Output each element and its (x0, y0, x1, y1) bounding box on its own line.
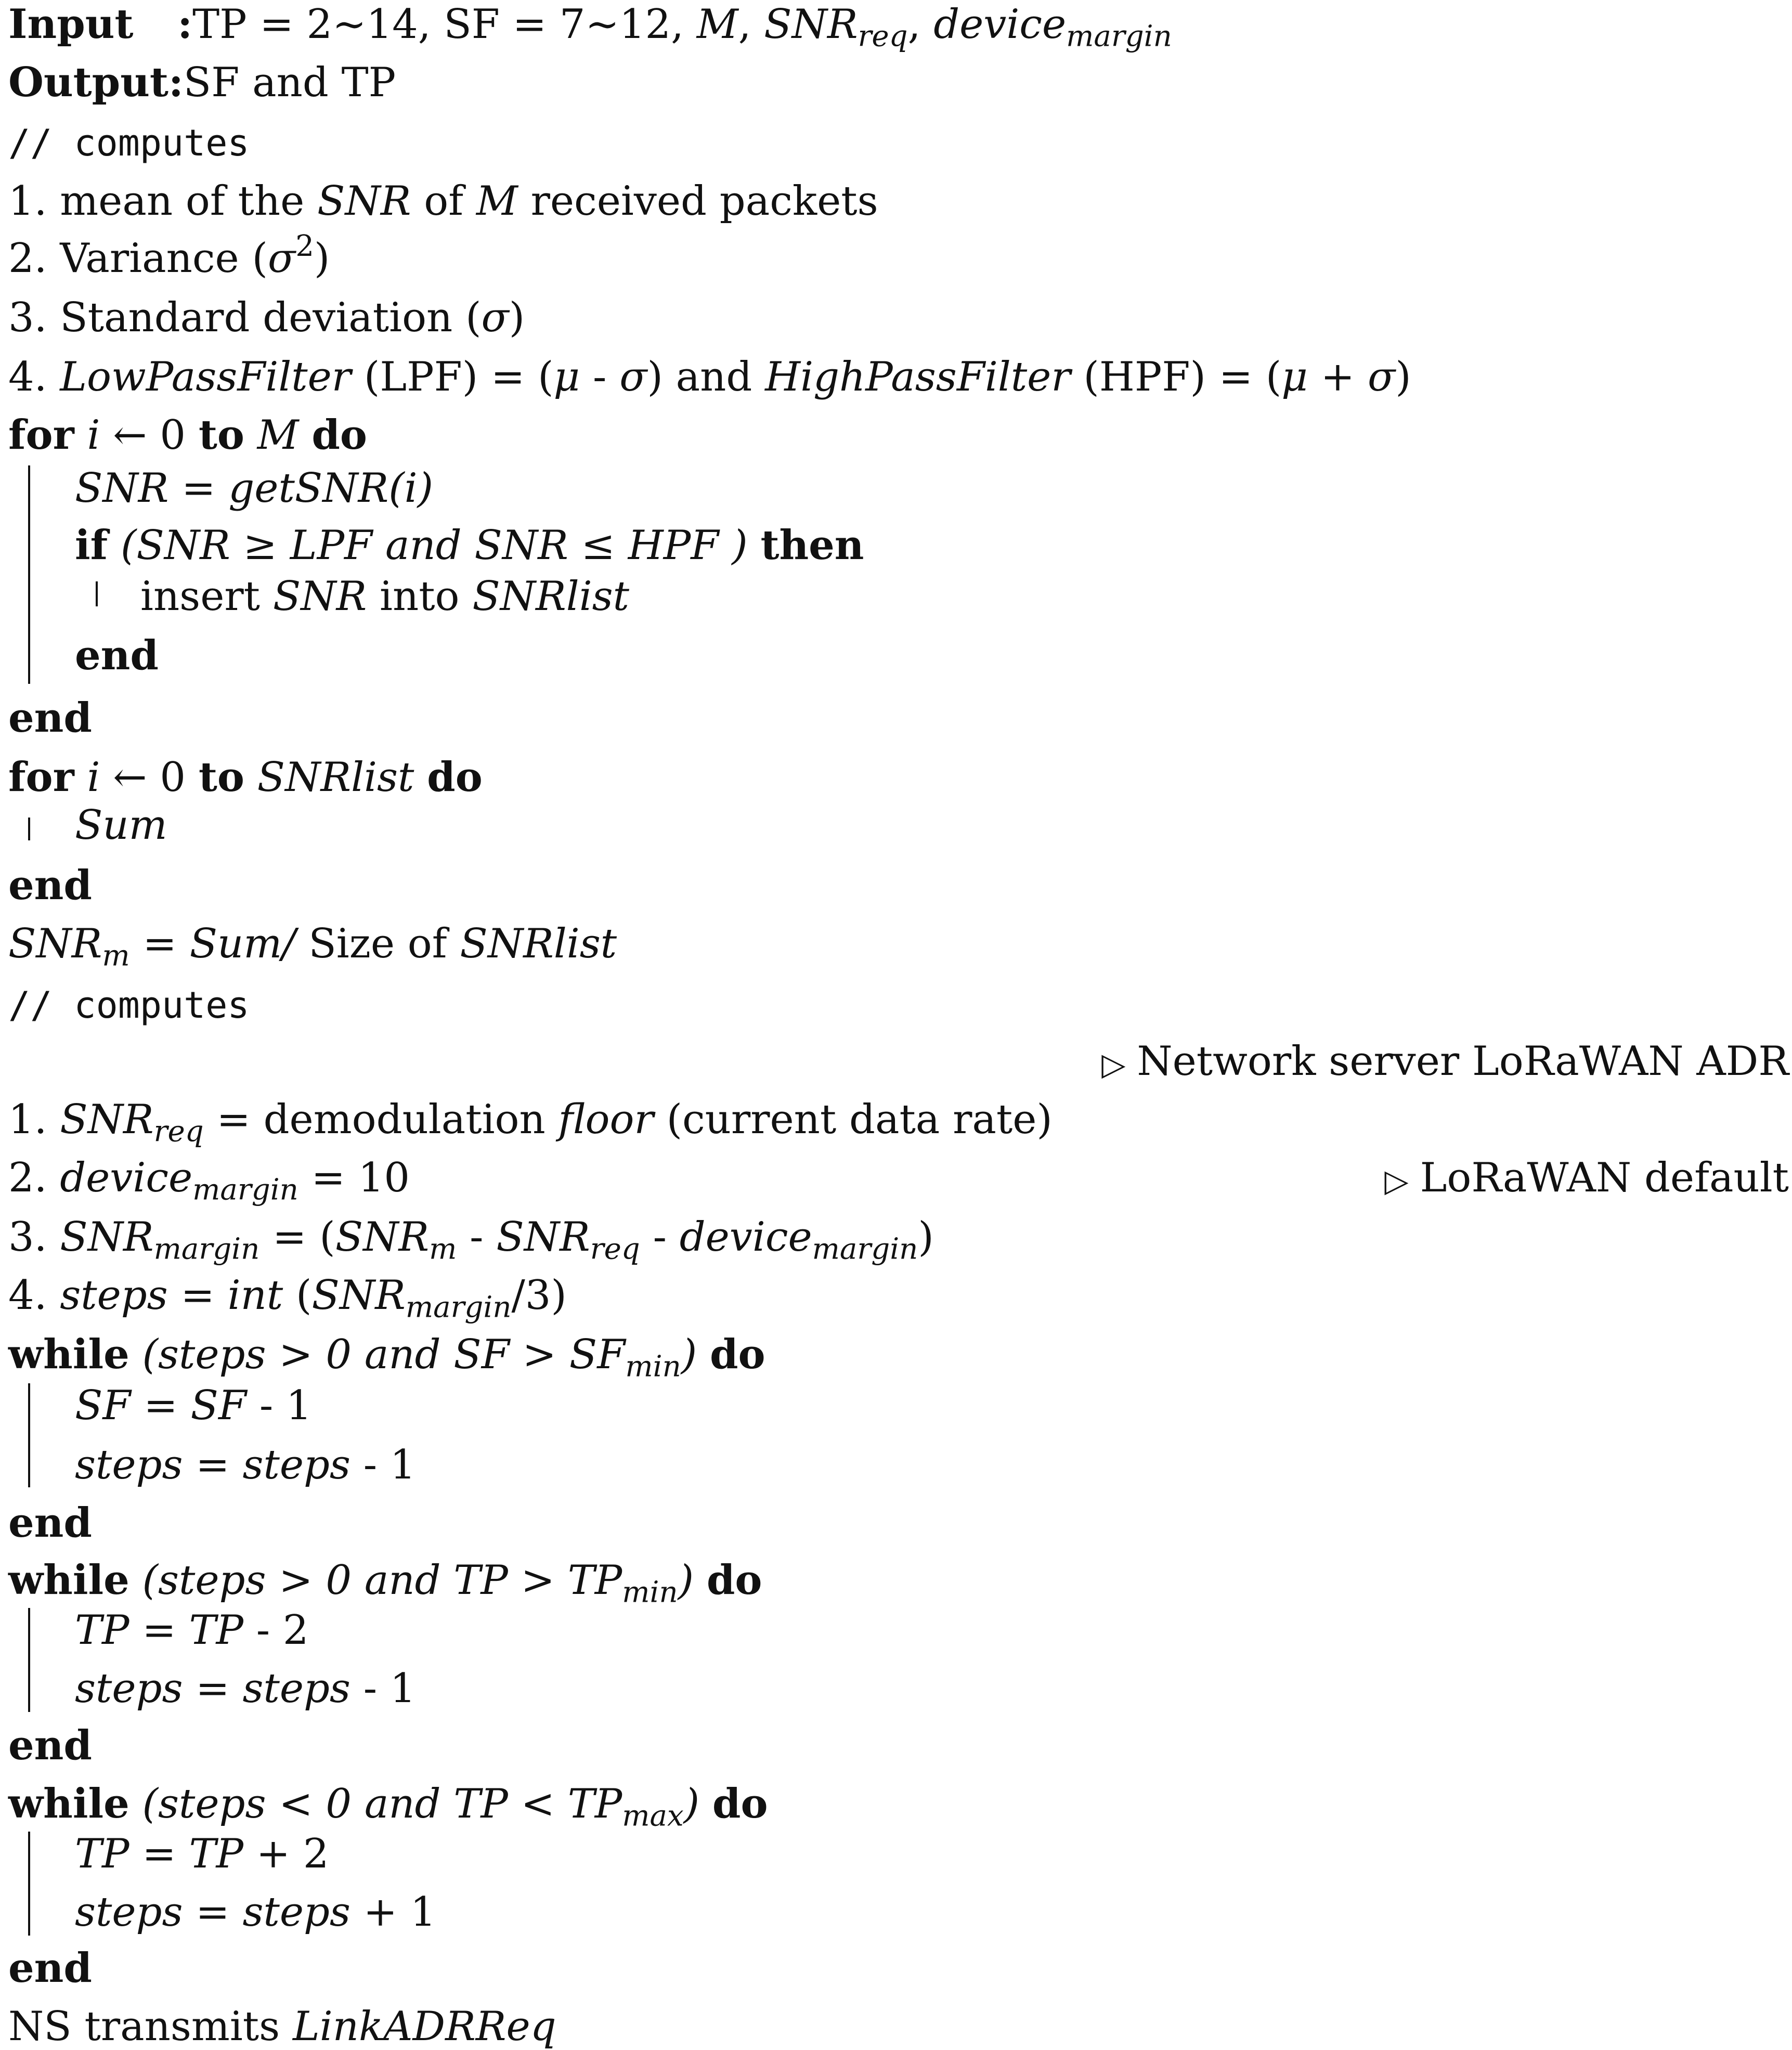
while-2-keyword: while (8, 1556, 129, 1604)
step-4-sigma-2: σ (1367, 354, 1396, 400)
for-1-keyword: for (8, 411, 74, 459)
adr-3-margin: margin (153, 1232, 260, 1266)
input-snr: SNR (764, 1, 858, 48)
input-tp: TP = 2∼14 (192, 1, 418, 48)
then-keyword: then (760, 522, 864, 569)
while-1-keyword: while (8, 1331, 129, 1378)
while-1-eq-1: = (144, 1382, 178, 1429)
while-3-steps-rhs: steps (242, 1889, 350, 1936)
adr-3-device: device (679, 1214, 812, 1261)
while-1-condition: (steps > 0 and SF > SF (142, 1331, 626, 1378)
adr-2-number: 2. (8, 1154, 47, 1201)
for-2-to: to (198, 754, 244, 801)
while-2-close: ) (678, 1557, 694, 1604)
adr-4-eq: = (180, 1272, 215, 1319)
while-1-eq-2: = (196, 1442, 230, 1488)
adr-3-snr: SNR (60, 1214, 154, 1261)
step-3-line (8, 294, 525, 341)
step-1-m: M (476, 178, 518, 225)
lorawan-default-text: LoRaWAN default (1420, 1154, 1789, 1201)
adr-1-rest: (current data rate) (666, 1096, 1053, 1143)
while-2-steps-rhs: steps (242, 1665, 350, 1712)
adr-4-steps: steps (60, 1272, 168, 1319)
while-3-end: end (8, 1944, 92, 1992)
for-2-list: SNRlist (257, 754, 414, 801)
input-line: Input :TP = 2∼14, SF = 7∼12, M, $SNR_{req}$, device$_{margin}$ (8, 1, 1172, 54)
adr-4-tail: /3) (511, 1272, 567, 1319)
adr-3-minus-2: - (653, 1214, 667, 1261)
while-2-sub: min (622, 1575, 678, 1610)
snrm-snr: SNR (8, 920, 102, 967)
output-label: Output (8, 59, 168, 106)
if-line (75, 522, 864, 569)
step-2-exponent: 2 (295, 229, 314, 264)
step-4-mu-2: μ (1281, 354, 1308, 400)
adr-4-number: 4. (8, 1272, 47, 1319)
snrm-sub: m (102, 939, 130, 973)
snrm-sum: Sum/ (189, 920, 296, 967)
for-2-block-bar (28, 818, 30, 840)
while-2-dec-1: - 2 (256, 1607, 309, 1654)
for-1-snr: SNR (75, 465, 169, 512)
while-1-dec-1: - 1 (259, 1382, 312, 1429)
insert-snrlist: SNRlist (472, 573, 630, 620)
if-condition: (SNR ≥ LPF and SNR ≤ HPF ) (120, 522, 748, 569)
while-2-block-bar (28, 1608, 30, 1712)
input-m: M (696, 1, 738, 48)
while-2-tp-rhs: TP (189, 1607, 243, 1654)
while-2-line-2 (75, 1665, 416, 1712)
step-1-line (8, 178, 878, 225)
while-2-condition: (steps > 0 and TP > TP (142, 1557, 622, 1604)
adr-2-eq: = 10 (311, 1154, 410, 1201)
final-line (8, 2003, 556, 2050)
adr-3-req: req (590, 1232, 640, 1266)
step-2-line (8, 229, 330, 282)
for-2-end: end (8, 862, 92, 909)
while-1-close: ) (681, 1331, 697, 1378)
while-3-eq-2: = (196, 1889, 230, 1936)
output-colon: : (168, 59, 184, 106)
while-2-end: end (8, 1722, 92, 1769)
adr-3-m: m (429, 1232, 457, 1266)
adr-2-line (8, 1154, 410, 1207)
adr-4-margin: margin (405, 1290, 512, 1325)
input-sf: SF = 7∼12 (444, 1, 671, 48)
while-3-tp-rhs: TP (189, 1831, 243, 1877)
step-4-close: ) (1395, 354, 1411, 400)
while-3-do: do (712, 1780, 768, 1827)
adr-2-margin: margin (192, 1173, 298, 1207)
while-3-tp-lhs: TP (75, 1831, 129, 1877)
step-2-text: Variance ( (60, 235, 268, 282)
snrm-size: Size of (308, 920, 447, 967)
final-text: NS transmits (8, 2003, 280, 2050)
for-1-do: do (311, 411, 367, 459)
insert-line (140, 573, 630, 620)
output-text: SF and TP (183, 59, 396, 106)
step-4-lpf: (LPF) = ( (363, 354, 554, 400)
step-4-line (8, 354, 1411, 400)
adr-1-eq: = demodulation (216, 1096, 546, 1143)
if-end: end (75, 632, 159, 679)
for-1-eq: = (181, 465, 216, 512)
comment-computes-1: // computes (8, 122, 250, 164)
step-4-number: 4. (8, 354, 47, 400)
while-3-eq-1: = (142, 1831, 176, 1877)
input-device: device (933, 1, 1067, 48)
while-2-eq-2: = (196, 1665, 230, 1712)
snrm-list: SNRlist (460, 920, 617, 967)
for-1-arrow: ← 0 (113, 412, 186, 459)
while-3-close: ) (683, 1781, 700, 1827)
snrm-eq: = (142, 920, 177, 967)
adr-3-line (8, 1214, 934, 1266)
while-2-do: do (706, 1556, 762, 1604)
while-3-inc-2: + 1 (363, 1889, 436, 1936)
step-4-hpf: (HPF) = ( (1083, 354, 1282, 400)
network-server-comment (1101, 1038, 1789, 1085)
for-2-do: do (427, 754, 483, 801)
step-2-close: ) (314, 235, 330, 282)
adr-1-snr: SNR (60, 1096, 154, 1143)
step-4-minus: - (593, 354, 607, 400)
for-1-end: end (8, 694, 92, 742)
step-1-text-c: received packets (530, 178, 878, 225)
adr-1-req: req (153, 1114, 204, 1149)
adr-1-line (8, 1096, 1053, 1149)
step-3-text: Standard deviation ( (60, 294, 482, 341)
if-block-bar (96, 581, 98, 606)
for-1-block-bar (28, 465, 30, 684)
while-1-sub: min (625, 1350, 681, 1384)
adr-3-snr-m: SNR (335, 1214, 430, 1261)
step-4-lpf-name: LowPassFilter (60, 354, 352, 400)
step-4-mu-1: μ (553, 354, 580, 400)
adr-3-close: ) (918, 1214, 934, 1261)
adr-3-eq: = ( (272, 1214, 335, 1261)
adr-3-snr-r: SNR (496, 1214, 590, 1261)
for-2-var: i (87, 754, 100, 801)
adr-4-snr: SNR (311, 1272, 406, 1319)
while-1-end: end (8, 1499, 92, 1547)
insert-snr: SNR (272, 573, 367, 620)
for-2-sum: Sum (75, 802, 167, 849)
for-2-keyword: for (8, 754, 74, 801)
step-3-number: 3. (8, 294, 47, 341)
while-2-line-1 (75, 1607, 309, 1654)
while-1-sf-rhs: SF (190, 1382, 247, 1429)
while-3-block-bar (28, 1832, 30, 1936)
while-3-header (8, 1780, 768, 1833)
while-3-inc-1: + 2 (256, 1831, 329, 1877)
while-2-header (8, 1556, 762, 1610)
insert-into: into (380, 573, 460, 620)
adr-3-margin-2: margin (812, 1232, 918, 1266)
while-1-dec-2: - 1 (363, 1442, 416, 1488)
step-4-hpf-name: HighPassFilter (765, 354, 1071, 400)
output-line (8, 59, 396, 106)
input-colon: : (177, 1, 193, 48)
while-1-block-bar (28, 1383, 30, 1487)
step-1-number: 1. (8, 178, 47, 225)
adr-4-int: int (227, 1272, 283, 1319)
network-server-text: Network server LoRaWAN ADR (1137, 1038, 1789, 1085)
while-1-line-2 (75, 1442, 416, 1488)
for-1-arg: (i) (388, 465, 434, 512)
for-1-assign-line (75, 465, 434, 512)
step-3-close: ) (509, 294, 525, 341)
while-3-steps-lhs: steps (75, 1889, 183, 1936)
for-1-getsnr: getSNR (228, 465, 389, 512)
while-3-line-2 (75, 1889, 436, 1936)
for-loop-1-header (8, 411, 367, 459)
step-3-sigma: σ (481, 294, 509, 341)
for-1-m: M (257, 412, 299, 459)
comment-computes-2: // computes (8, 984, 250, 1027)
while-3-sub: max (622, 1799, 684, 1833)
while-2-tp-lhs: TP (75, 1607, 129, 1654)
input-label: Input (8, 1, 134, 48)
step-1-text-a: mean of the (60, 178, 305, 225)
snrm-line (8, 920, 617, 973)
adr-4-line (8, 1272, 567, 1325)
while-1-steps-rhs: steps (242, 1442, 350, 1488)
step-2-number: 2. (8, 235, 47, 282)
while-3-line-1 (75, 1831, 329, 1877)
comment-triangle-icon: ▷ (1101, 1046, 1126, 1083)
while-3-condition: (steps < 0 and TP < TP (142, 1781, 622, 1827)
if-keyword: if (75, 522, 108, 569)
adr-2-device: device (60, 1154, 193, 1201)
step-4-and: ) and (647, 354, 752, 400)
lorawan-default-comment (1384, 1154, 1789, 1201)
for-1-to: to (198, 411, 244, 459)
step-1-snr: SNR (317, 178, 411, 225)
step-1-text-b: of (424, 178, 464, 225)
input-snr-req: req (858, 19, 908, 54)
adr-4-open: ( (296, 1272, 312, 1319)
while-1-do: do (709, 1331, 765, 1378)
input-device-margin: margin (1066, 19, 1172, 54)
step-4-plus: + (1320, 354, 1355, 400)
adr-1-number: 1. (8, 1096, 47, 1143)
step-4-sigma-1: σ (619, 354, 647, 400)
for-1-var: i (87, 412, 100, 459)
for-loop-2-header (8, 754, 483, 801)
insert-text: insert (140, 573, 261, 620)
while-1-steps-lhs: steps (75, 1442, 183, 1488)
adr-3-number: 3. (8, 1214, 47, 1261)
final-linkadrreq: LinkADRReq (292, 2003, 556, 2050)
step-2-sigma: σ (267, 235, 296, 282)
while-2-steps-lhs: steps (75, 1665, 183, 1712)
while-2-dec-2: - 1 (363, 1665, 416, 1712)
adr-1-floor: floor (558, 1096, 654, 1143)
while-1-header (8, 1331, 765, 1384)
while-3-keyword: while (8, 1780, 129, 1827)
while-1-line-1 (75, 1382, 312, 1429)
for-2-arrow: ← 0 (113, 754, 186, 801)
while-2-eq-1: = (142, 1607, 176, 1654)
while-1-sf-lhs: SF (75, 1382, 131, 1429)
adr-3-minus-1: - (470, 1214, 484, 1261)
comment-triangle-icon-2: ▷ (1384, 1163, 1409, 1199)
